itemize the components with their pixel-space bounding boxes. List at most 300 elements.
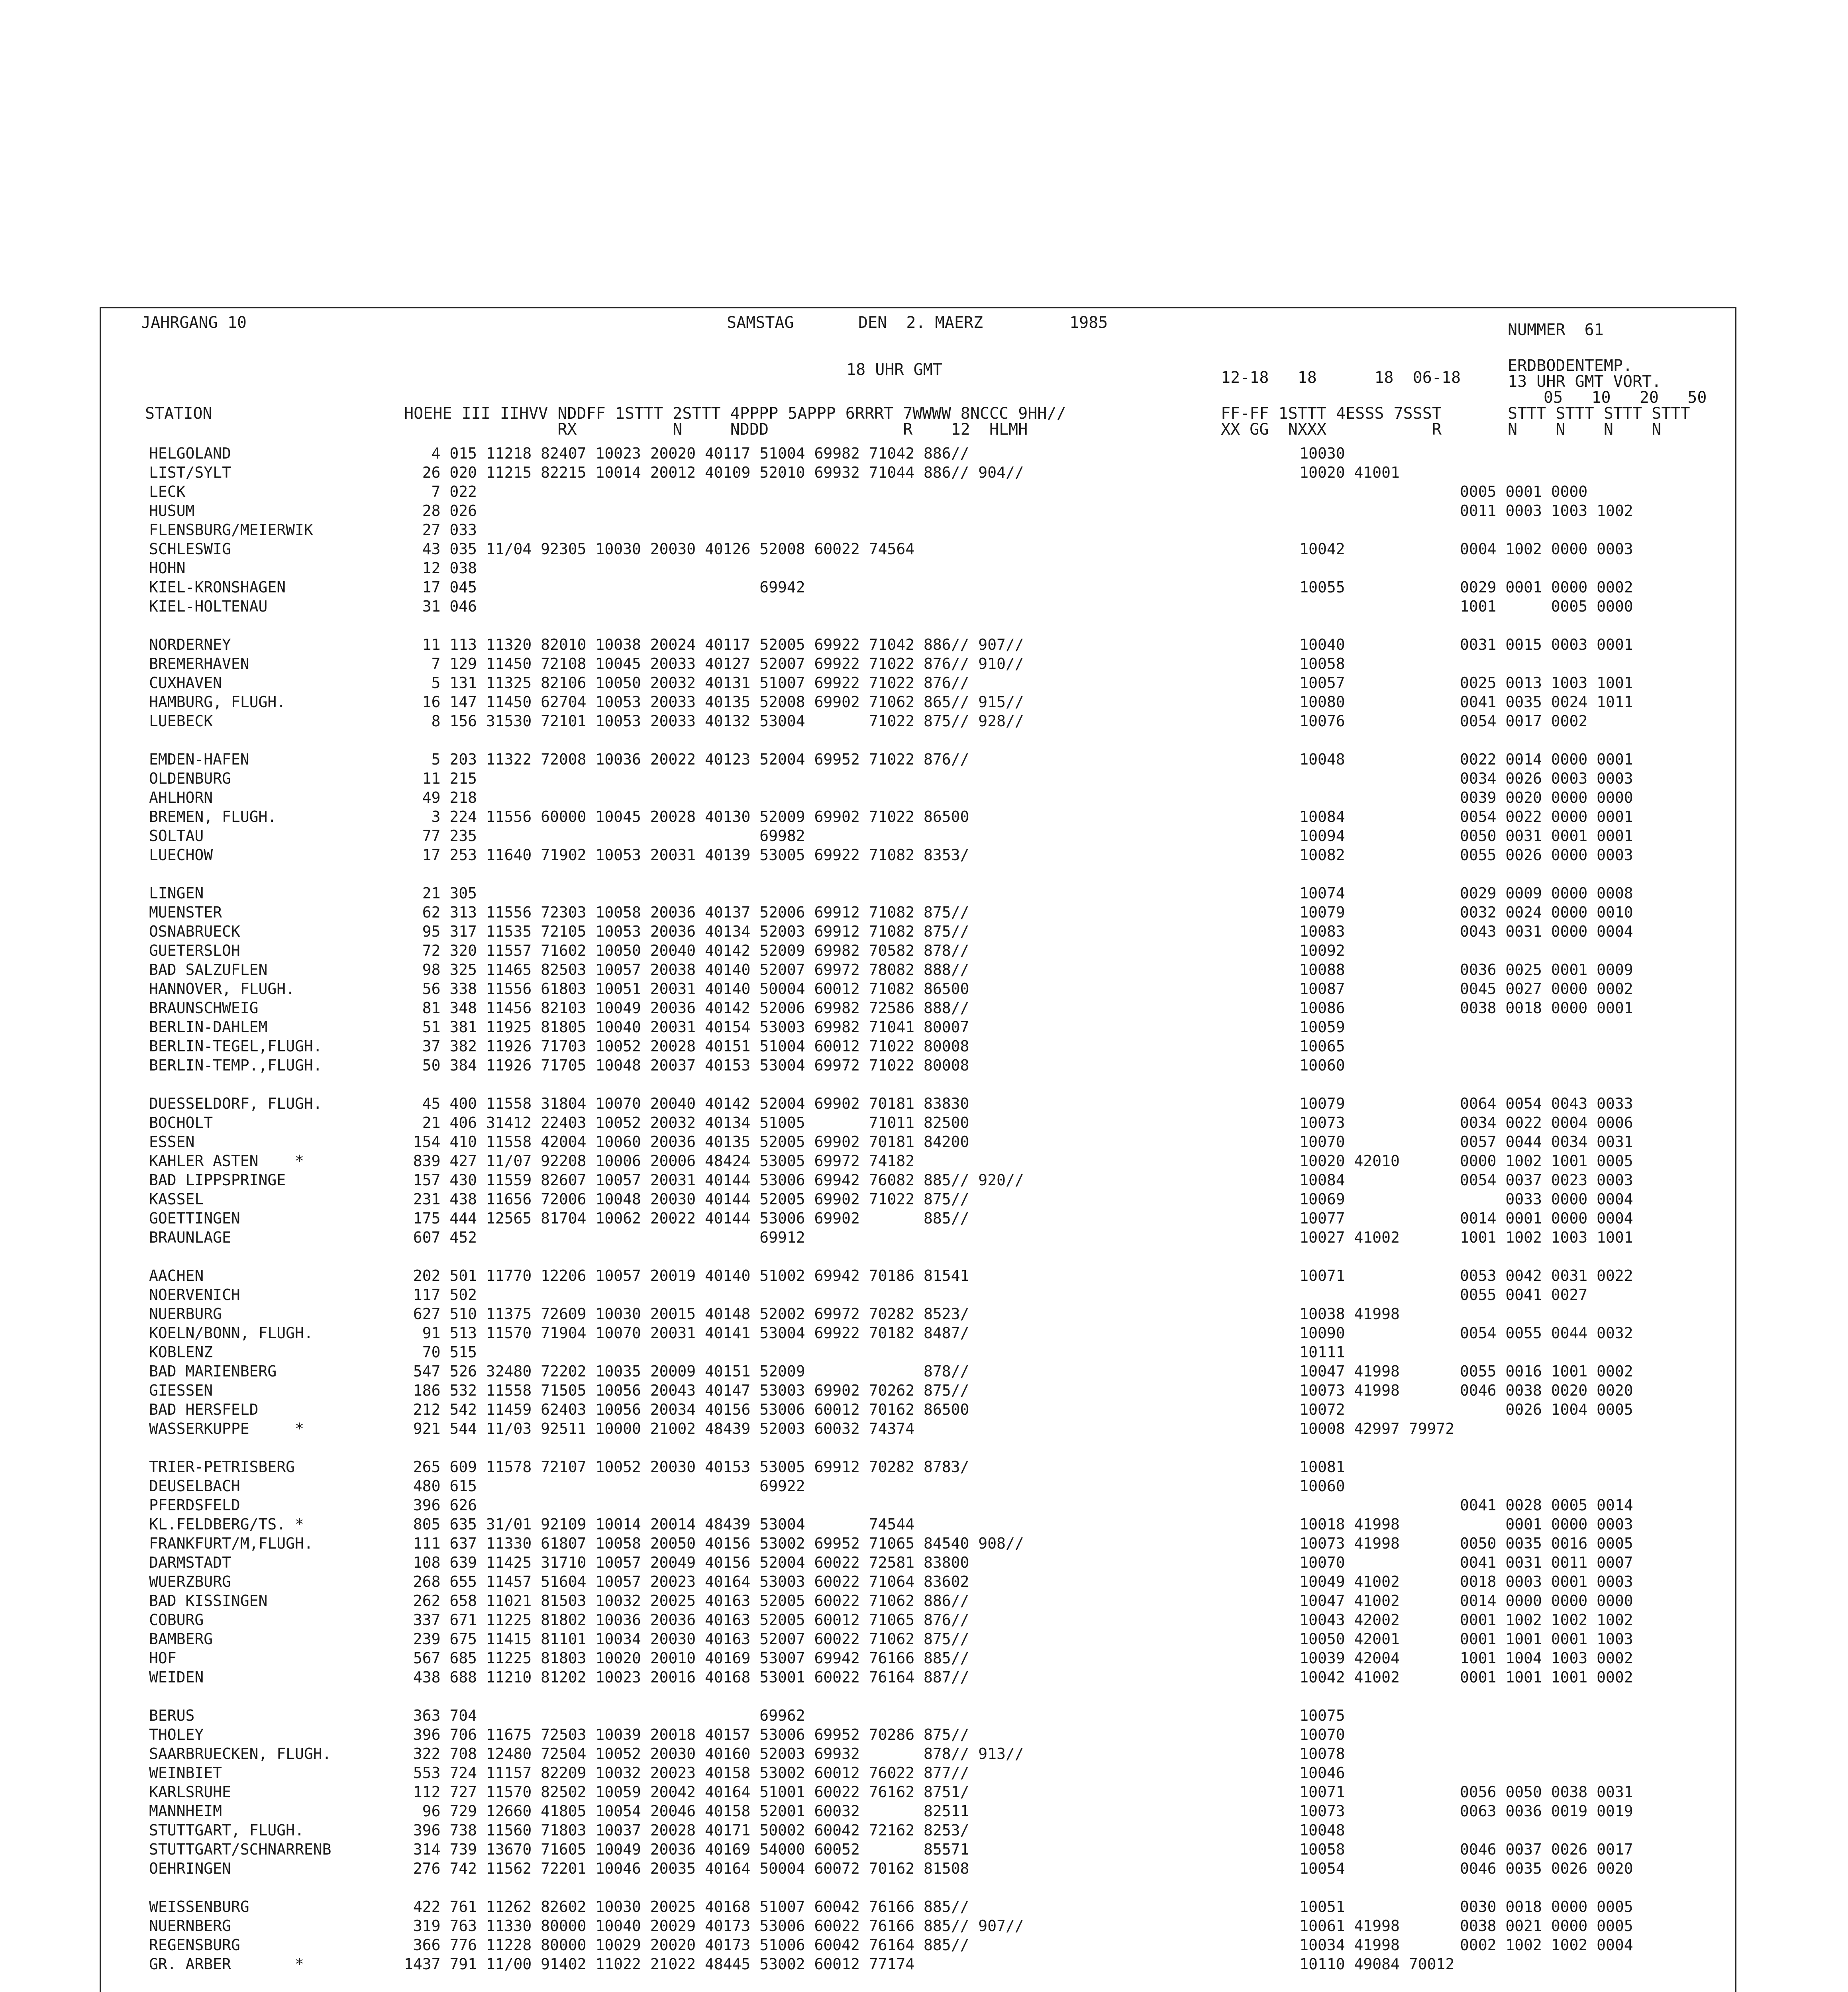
- station-soil-temps: 0055 0016 1001 0002: [1460, 1363, 1633, 1380]
- station-midday-values: 10079: [1245, 904, 1345, 921]
- station-soil-temps: [1460, 1304, 1719, 1323]
- table-row: [149, 1515, 1727, 1534]
- station-midday-values: 10040: [1245, 636, 1345, 653]
- station-values: 51 381 11925 81805 10040 20031 40154 53003 69982 71041 80007: [404, 1018, 969, 1036]
- table-row: [149, 1285, 1727, 1304]
- station-soil-temps: 0033 0000 0004: [1460, 1190, 1633, 1208]
- table-row: [149, 1821, 1727, 1840]
- station-midday-values: 10057: [1245, 674, 1345, 692]
- station-midday-values: 10042: [1245, 540, 1345, 558]
- station-soil-temps: [1460, 463, 1719, 482]
- table-row: [149, 635, 1727, 654]
- station-name: BAD HERSFELD: [149, 1401, 259, 1418]
- station-name: OSNABRUECK: [149, 923, 240, 940]
- row-spacer: [149, 616, 1727, 635]
- station-values: 157 430 11559 82607 10057 20031 40144 53006 69942 76082 885// 920//: [404, 1171, 1024, 1189]
- row-spacer: [149, 1687, 1727, 1706]
- table-row: [149, 903, 1727, 922]
- station-soil-temps: 0014 0001 0000 0004: [1460, 1210, 1633, 1227]
- table-row: [149, 673, 1727, 692]
- table-row: [149, 1725, 1727, 1744]
- station-midday-values: 10084: [1245, 808, 1345, 825]
- report-sheet: [100, 307, 1736, 1992]
- station-name: BAD LIPPSPRINGE: [149, 1171, 286, 1189]
- station-values: 98 325 11465 82503 10057 20038 40140 52007 69972 78082 888//: [404, 961, 969, 978]
- table-row: [149, 998, 1727, 1018]
- station-midday-values: 10059: [1245, 1018, 1345, 1036]
- station-soil-temps: [1460, 941, 1719, 960]
- station-name: BRAUNLAGE: [149, 1229, 231, 1246]
- station-values: 553 724 11157 82209 10032 20023 40158 53002 60012 76022 877//: [404, 1764, 969, 1782]
- station-soil-temps: 0050 0035 0016 0005: [1460, 1535, 1633, 1552]
- station-midday-values: 10094: [1245, 827, 1345, 845]
- station-name: BERLIN-TEMP.,FLUGH.: [149, 1057, 322, 1074]
- station-name: GR. ARBER *: [149, 1955, 304, 1973]
- soil-columns-header-2: N N N N: [1508, 420, 1662, 439]
- station-values: 422 761 11262 82602 10030 20025 40168 51007 60042 76166 885//: [404, 1898, 969, 1916]
- station-midday-values: 10082: [1245, 846, 1345, 864]
- table-row: [149, 1132, 1727, 1151]
- station-name: BERUS: [149, 1707, 195, 1724]
- station-midday-values: 10070: [1245, 1133, 1345, 1151]
- station-midday-values: 10073: [1245, 1802, 1345, 1820]
- table-row: [149, 1916, 1727, 1935]
- station-soil-temps: 0041 0028 0005 0014: [1460, 1496, 1633, 1514]
- station-values: 396 706 11675 72503 10039 20018 40157 53006 69952 70286 875//: [404, 1726, 969, 1743]
- station-values: 627 510 11375 72609 10030 20015 40148 52002 69972 70282 8523/: [404, 1305, 969, 1323]
- station-table: [149, 444, 1727, 1992]
- station-soil-temps: 0004 1002 0000 0003: [1460, 540, 1633, 558]
- station-name: BAD MARIENBERG: [149, 1363, 277, 1380]
- station-soil-temps: [1460, 520, 1719, 539]
- station-name: OLDENBURG: [149, 770, 231, 787]
- station-name: MANNHEIM: [149, 1802, 222, 1820]
- station-values: 396 738 11560 71803 10037 20028 40171 50002 60042 72162 8253/: [404, 1821, 969, 1839]
- table-row: [149, 539, 1727, 559]
- station-midday-values: 10047 41002: [1245, 1592, 1400, 1610]
- table-row: [149, 501, 1727, 520]
- table-row: [149, 1610, 1727, 1629]
- table-row: [149, 1782, 1727, 1802]
- station-values: 8 156 31530 72101 10053 20033 40132 53004 71022 875// 928//: [404, 712, 1024, 730]
- station-name: NUERNBERG: [149, 1917, 231, 1935]
- station-midday-values: 10077: [1245, 1210, 1345, 1227]
- station-soil-temps: 1001 0005 0000: [1460, 598, 1633, 615]
- station-values: 81 348 11456 82103 10049 20036 40142 52006 69982 72586 888//: [404, 999, 969, 1017]
- station-name: AACHEN: [149, 1267, 204, 1284]
- table-row: [149, 1706, 1727, 1725]
- station-values: 28 026: [404, 502, 477, 520]
- station-name: LECK: [149, 483, 186, 500]
- station-midday-values: 10087: [1245, 980, 1345, 998]
- station-soil-temps: [1460, 1955, 1719, 1974]
- station-values: 117 502: [404, 1286, 477, 1304]
- station-soil-temps: [1460, 444, 1719, 463]
- table-row: [149, 1553, 1727, 1572]
- station-values: 1437 791 11/00 91402 11022 21022 48445 53002 60012 77174: [404, 1955, 915, 1973]
- table-row: [149, 1840, 1727, 1859]
- station-soil-temps: 0053 0042 0031 0022: [1460, 1267, 1633, 1284]
- station-midday-values: 10049 41002: [1245, 1573, 1400, 1590]
- station-name: KL.FELDBERG/TS. *: [149, 1516, 304, 1533]
- station-values: 268 655 11457 51604 10057 20023 40164 53003 60022 71064 83602: [404, 1573, 969, 1590]
- station-soil-temps: 0046 0038 0020 0020: [1460, 1382, 1633, 1399]
- station-name: KASSEL: [149, 1190, 204, 1208]
- station-name: FLENSBURG/MEIERWIK: [149, 521, 313, 539]
- table-row: [149, 1113, 1727, 1132]
- station-soil-temps: [1460, 1457, 1719, 1476]
- station-values: 96 729 12660 41805 10054 20046 40158 52001 60032 82511: [404, 1802, 969, 1820]
- station-soil-temps: 0054 0017 0002: [1460, 712, 1588, 730]
- station-soil-temps: 0001 1002 1002 1002: [1460, 1611, 1633, 1629]
- station-midday-values: [1245, 788, 1460, 807]
- station-midday-values: 10042 41002: [1245, 1668, 1400, 1686]
- station-name: DARMSTADT: [149, 1554, 231, 1571]
- station-midday-values: [1245, 1285, 1460, 1304]
- station-midday-values: 10046: [1245, 1764, 1345, 1782]
- station-midday-values: 10048: [1245, 751, 1345, 768]
- table-row: [149, 960, 1727, 979]
- station-midday-values: 10050 42001: [1245, 1630, 1400, 1648]
- table-row: [149, 597, 1727, 616]
- station-name: MUENSTER: [149, 904, 222, 921]
- station-soil-temps: 0014 0000 0000 0000: [1460, 1592, 1633, 1610]
- station-values: 202 501 11770 12206 10057 20019 40140 51002 69942 70186 81541: [404, 1267, 969, 1284]
- table-row: [149, 1476, 1727, 1496]
- station-soil-temps: 0022 0014 0000 0001: [1460, 751, 1633, 768]
- station-name: TRIER-PETRISBERG: [149, 1458, 295, 1476]
- station-midday-values: 10030: [1245, 445, 1345, 462]
- station-values: 438 688 11210 81202 10023 20016 40168 53001 60022 76164 887//: [404, 1668, 969, 1686]
- table-row: [149, 845, 1727, 865]
- table-row: [149, 1457, 1727, 1476]
- station-values: 262 658 11021 81503 10032 20025 40163 52005 60022 71062 886//: [404, 1592, 969, 1610]
- station-values: 21 406 31412 22403 10052 20032 40134 51005 71011 82500: [404, 1114, 969, 1131]
- station-soil-temps: 0041 0031 0011 0007: [1460, 1554, 1633, 1571]
- station-soil-temps: 0029 0009 0000 0008: [1460, 884, 1633, 902]
- station-soil-temps: 0026 1004 0005: [1460, 1401, 1633, 1418]
- table-row: [149, 1668, 1727, 1687]
- station-name: DEUSELBACH: [149, 1477, 240, 1495]
- row-spacer: [149, 1075, 1727, 1094]
- station-midday-values: 10092: [1245, 942, 1345, 959]
- station-name: WASSERKUPPE *: [149, 1420, 304, 1437]
- station-soil-temps: 0041 0035 0024 1011: [1460, 693, 1633, 711]
- station-midday-values: [1245, 597, 1460, 616]
- table-row: [149, 1802, 1727, 1821]
- station-soil-temps: 0036 0025 0001 0009: [1460, 961, 1633, 978]
- station-soil-temps: 0056 0050 0038 0031: [1460, 1783, 1633, 1801]
- station-midday-values: 10074: [1245, 884, 1345, 902]
- station-soil-temps: 1001 1002 1003 1001: [1460, 1229, 1633, 1246]
- station-midday-values: 10088: [1245, 961, 1345, 978]
- station-values: 70 515: [404, 1343, 477, 1361]
- table-row: [149, 1304, 1727, 1323]
- row-spacer: [149, 1878, 1727, 1897]
- jahrgang-label: JAHRGANG 10: [141, 314, 247, 332]
- station-values: 480 615 69922: [404, 1477, 805, 1495]
- station-values: 17 253 11640 71902 10053 20031 40139 53005 69922 71082 8353/: [404, 846, 969, 864]
- station-name: CUXHAVEN: [149, 674, 222, 692]
- station-name: BAD SALZUFLEN: [149, 961, 268, 978]
- station-soil-temps: 0001 0000 0003: [1460, 1516, 1633, 1533]
- station-soil-temps: 0034 0022 0004 0006: [1460, 1114, 1633, 1131]
- station-name: NUERBURG: [149, 1305, 222, 1323]
- station-values: 7 129 11450 72108 10045 20033 40127 52007 69922 71022 876// 910//: [404, 655, 1024, 672]
- station-midday-values: 10027 41002: [1245, 1229, 1400, 1246]
- table-row: [149, 1935, 1727, 1955]
- table-row: [149, 826, 1727, 845]
- date-label: DEN 2. MAERZ: [858, 314, 983, 332]
- table-row: [149, 444, 1727, 463]
- table-row: [149, 1266, 1727, 1285]
- station-soil-temps: 0064 0054 0043 0033: [1460, 1095, 1633, 1112]
- table-row: [149, 692, 1727, 712]
- station-values: 17 045 69942: [404, 578, 805, 596]
- station-soil-temps: [1460, 1343, 1719, 1362]
- station-name: BERLIN-TEGEL,FLUGH.: [149, 1037, 322, 1055]
- station-soil-temps: 0030 0018 0000 0005: [1460, 1898, 1633, 1916]
- station-values: 3 224 11556 60000 10045 20028 40130 52009 69902 71022 86500: [404, 808, 969, 825]
- table-row: [149, 1572, 1727, 1591]
- station-values: 16 147 11450 62704 10053 20033 40135 52008 69902 71062 865// 915//: [404, 693, 1024, 711]
- station-name: NORDERNEY: [149, 636, 231, 653]
- station-soil-temps: 0055 0026 0000 0003: [1460, 846, 1633, 864]
- station-column-header: STATION: [145, 404, 212, 423]
- station-values: 37 382 11926 71703 10052 20028 40151 51004 60012 71022 80008: [404, 1037, 969, 1055]
- table-row: [149, 750, 1727, 769]
- station-soil-temps: 0045 0027 0000 0002: [1460, 980, 1633, 998]
- station-midday-values: [1245, 1496, 1460, 1515]
- station-values: 567 685 11225 81803 10020 20010 40169 53007 69942 76166 885//: [404, 1649, 969, 1667]
- station-soil-temps: [1460, 559, 1719, 578]
- mid-columns-header: FF-FF 1STTT 4ESSS 7SSST: [1221, 404, 1442, 423]
- station-name: BOCHOLT: [149, 1114, 213, 1131]
- station-values: 175 444 12565 81704 10062 20022 40144 53006 69902 885//: [404, 1210, 969, 1227]
- station-midday-values: [1245, 482, 1460, 501]
- station-values: 111 637 11330 61807 10058 20050 40156 53002 69952 71065 84540 908//: [404, 1535, 1024, 1552]
- nummer-label: NUMMER 61: [1508, 321, 1604, 339]
- station-name: LINGEN: [149, 884, 204, 902]
- table-row: [149, 1056, 1727, 1075]
- station-midday-values: 10055: [1245, 578, 1345, 596]
- station-name: HELGOLAND: [149, 445, 231, 462]
- table-row: [149, 1419, 1727, 1438]
- station-soil-temps: 0002 1002 1002 0004: [1460, 1936, 1633, 1954]
- station-values: 839 427 11/07 92208 10006 20006 48424 53005 69972 74182: [404, 1152, 915, 1170]
- station-midday-values: 10079: [1245, 1095, 1345, 1112]
- station-values: 314 739 13670 71605 10049 20036 40169 54000 60052 85571: [404, 1841, 969, 1858]
- station-name: SAARBRUECKEN, FLUGH.: [149, 1745, 332, 1763]
- station-midday-values: 10111: [1245, 1343, 1345, 1361]
- station-midday-values: 10058: [1245, 1841, 1345, 1858]
- station-soil-temps: 1001 1004 1003 0002: [1460, 1649, 1633, 1667]
- station-name: HAMBURG, FLUGH.: [149, 693, 286, 711]
- table-row: [149, 1362, 1727, 1381]
- station-values: 239 675 11415 81101 10034 20030 40163 52007 60022 71062 875//: [404, 1630, 969, 1648]
- station-midday-values: 10073: [1245, 1114, 1345, 1131]
- station-name: BREMEN, FLUGH.: [149, 808, 277, 825]
- station-midday-values: 10069: [1245, 1190, 1345, 1208]
- station-values: 319 763 11330 80000 10040 20029 40173 53006 60022 76166 885// 907//: [404, 1917, 1024, 1935]
- station-soil-temps: [1460, 1763, 1719, 1782]
- station-values: 21 305: [404, 884, 477, 902]
- station-values: 11 113 11320 82010 10038 20024 40117 52005 69922 71042 886// 907//: [404, 636, 1024, 653]
- station-name: BRAUNSCHWEIG: [149, 999, 259, 1017]
- station-values: 45 400 11558 31804 10070 20040 40142 52004 69902 70181 83830: [404, 1095, 969, 1112]
- station-values: 231 438 11656 72006 10048 20030 40144 52005 69902 71022 875//: [404, 1190, 969, 1208]
- station-name: GUETERSLOH: [149, 942, 240, 959]
- table-row: [149, 520, 1727, 539]
- station-values: 27 033: [404, 521, 477, 539]
- station-values: 43 035 11/04 92305 10030 20030 40126 52008 60022 74564: [404, 540, 915, 558]
- table-row: [149, 482, 1727, 501]
- station-midday-values: 10084: [1245, 1171, 1345, 1189]
- table-row: [149, 1496, 1727, 1515]
- table-row: [149, 788, 1727, 807]
- station-values: 186 532 11558 71505 10056 20043 40147 53003 69902 70262 875//: [404, 1382, 969, 1399]
- table-row: [149, 1209, 1727, 1228]
- station-values: 62 313 11556 72303 10058 20036 40137 52006 69912 71082 875//: [404, 904, 969, 921]
- main-columns-header: HOEHE III IIHVV NDDFF 1STTT 2STTT 4PPPP 5APPP 6RRRT 7WWWW 8NCCC 9HH//: [404, 404, 1066, 423]
- station-values: 5 203 11322 72008 10036 20022 40123 52004 69952 71022 876//: [404, 751, 969, 768]
- row-spacer: [149, 1438, 1727, 1457]
- table-row: [149, 1763, 1727, 1782]
- station-values: 363 704 69962: [404, 1707, 805, 1724]
- soil-columns-header: STTT STTT STTT STTT: [1508, 404, 1690, 423]
- station-midday-values: 10038 41998: [1245, 1305, 1400, 1323]
- station-midday-values: 10020 42010: [1245, 1152, 1400, 1170]
- station-midday-values: 10054: [1245, 1860, 1345, 1877]
- station-midday-values: 10060: [1245, 1057, 1345, 1074]
- table-row: [149, 1323, 1727, 1343]
- station-midday-values: 10018 41998: [1245, 1516, 1400, 1533]
- mid-period-label: 12-18 18 18 06-18: [1221, 369, 1461, 387]
- table-row: [149, 1400, 1727, 1419]
- station-midday-values: 10058: [1245, 655, 1345, 672]
- station-soil-temps: 0054 0037 0023 0003: [1460, 1171, 1633, 1189]
- station-midday-values: [1245, 501, 1460, 520]
- station-midday-values: 10051: [1245, 1898, 1345, 1916]
- station-midday-values: 10070: [1245, 1554, 1345, 1571]
- table-row: [149, 1381, 1727, 1400]
- station-name: THOLEY: [149, 1726, 204, 1743]
- station-soil-temps: 0034 0026 0003 0003: [1460, 770, 1633, 787]
- table-row: [149, 1170, 1727, 1190]
- station-name: REGENSBURG: [149, 1936, 240, 1954]
- station-soil-temps: [1460, 1744, 1719, 1763]
- station-name: HOF: [149, 1649, 177, 1667]
- station-midday-values: 10071: [1245, 1267, 1345, 1284]
- table-row: [149, 941, 1727, 960]
- station-values: 265 609 11578 72107 10052 20030 40153 53005 69912 70282 8783/: [404, 1458, 969, 1476]
- table-row: [149, 654, 1727, 673]
- station-values: 322 708 12480 72504 10052 20030 40160 52003 69932 878// 913//: [404, 1745, 1024, 1763]
- station-name: LUECHOW: [149, 846, 213, 864]
- station-soil-temps: 0046 0037 0026 0017: [1460, 1841, 1633, 1858]
- depths-label: 05 10 20 50: [1544, 388, 1707, 407]
- station-name: STUTTGART/SCHNARRENB: [149, 1841, 332, 1858]
- station-soil-temps: 0038 0021 0000 0005: [1460, 1917, 1633, 1935]
- station-midday-values: 10061 41998: [1245, 1917, 1400, 1935]
- station-midday-values: 10070: [1245, 1726, 1345, 1743]
- station-soil-temps: 0039 0020 0000 0000: [1460, 789, 1633, 806]
- station-midday-values: 10020 41001: [1245, 464, 1400, 481]
- station-name: LUEBECK: [149, 712, 213, 730]
- station-values: 366 776 11228 80000 10029 20020 40173 51006 60042 76164 885//: [404, 1936, 969, 1954]
- vort-label: 13 UHR GMT VORT.: [1508, 373, 1662, 391]
- station-soil-temps: 0018 0003 0001 0003: [1460, 1573, 1633, 1590]
- table-row: [149, 1859, 1727, 1878]
- station-midday-values: 10043 42002: [1245, 1611, 1400, 1629]
- table-row: [149, 1343, 1727, 1362]
- station-name: GIESSEN: [149, 1382, 213, 1399]
- station-soil-temps: 0011 0003 1003 1002: [1460, 502, 1633, 520]
- station-name: BREMERHAVEN: [149, 655, 249, 672]
- station-soil-temps: 0000 1002 1001 0005: [1460, 1152, 1633, 1170]
- station-midday-values: [1245, 559, 1460, 578]
- station-name: PFERDSFELD: [149, 1496, 240, 1514]
- station-name: COBURG: [149, 1611, 204, 1629]
- station-name: SOLTAU: [149, 827, 204, 845]
- table-row: [149, 807, 1727, 826]
- station-soil-temps: 0046 0035 0026 0020: [1460, 1860, 1633, 1877]
- station-soil-temps: [1460, 1476, 1719, 1496]
- gmt-label: 18 UHR GMT: [846, 361, 942, 379]
- station-values: 12 038: [404, 559, 477, 577]
- station-values: 5 131 11325 82106 10050 20032 40131 51007 69922 71022 876//: [404, 674, 969, 692]
- station-name: LIST/SYLT: [149, 464, 231, 481]
- table-row: [149, 1591, 1727, 1610]
- table-row: [149, 1897, 1727, 1916]
- table-row: [149, 1018, 1727, 1037]
- station-midday-values: 10090: [1245, 1324, 1345, 1342]
- station-name: HOHN: [149, 559, 186, 577]
- station-values: 547 526 32480 72202 10035 20009 40151 52009 878//: [404, 1363, 969, 1380]
- station-soil-temps: [1460, 1018, 1719, 1037]
- station-name: KAHLER ASTEN *: [149, 1152, 304, 1170]
- table-row: [149, 922, 1727, 941]
- station-soil-temps: 0050 0031 0001 0001: [1460, 827, 1633, 845]
- station-name: WEISSENBURG: [149, 1898, 249, 1916]
- station-values: 91 513 11570 71904 10070 20031 40141 53004 69922 70182 8487/: [404, 1324, 969, 1342]
- station-values: 108 639 11425 31710 10057 20049 40156 52004 60022 72581 83800: [404, 1554, 969, 1571]
- station-midday-values: [1245, 520, 1460, 539]
- station-soil-temps: [1460, 654, 1719, 673]
- station-name: ESSEN: [149, 1133, 195, 1151]
- station-midday-values: 10039 42004: [1245, 1649, 1400, 1667]
- station-soil-temps: 0055 0041 0027: [1460, 1286, 1588, 1304]
- station-name: KOELN/BONN, FLUGH.: [149, 1324, 313, 1342]
- station-name: EMDEN-HAFEN: [149, 751, 249, 768]
- station-name: WUERZBURG: [149, 1573, 231, 1590]
- station-name: AHLHORN: [149, 789, 213, 806]
- table-row: [149, 1094, 1727, 1113]
- station-name: OEHRINGEN: [149, 1860, 231, 1877]
- station-name: SCHLESWIG: [149, 540, 231, 558]
- station-name: WEINBIET: [149, 1764, 222, 1782]
- station-values: 154 410 11558 42004 10060 20036 40135 52005 69902 70181 84200: [404, 1133, 969, 1151]
- station-soil-temps: [1460, 1056, 1719, 1075]
- station-midday-values: 10081: [1245, 1458, 1345, 1476]
- station-name: WEIDEN: [149, 1668, 204, 1686]
- station-soil-temps: 0038 0018 0000 0001: [1460, 999, 1633, 1017]
- station-midday-values: 10048: [1245, 1821, 1345, 1839]
- station-soil-temps: 0029 0001 0000 0002: [1460, 578, 1633, 596]
- station-soil-temps: 0001 1001 1001 0002: [1460, 1668, 1633, 1686]
- station-midday-values: 10086: [1245, 999, 1345, 1017]
- station-soil-temps: 0032 0024 0000 0010: [1460, 904, 1633, 921]
